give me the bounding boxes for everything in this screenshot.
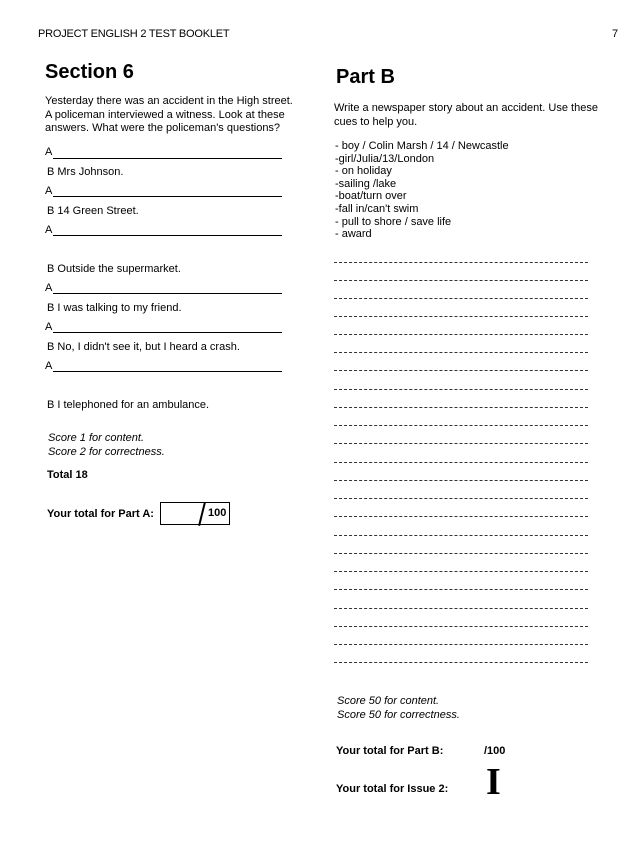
cue-item: - boy / Colin Marsh / 14 / Newcastle bbox=[335, 140, 509, 152]
answer-line[interactable] bbox=[53, 332, 282, 333]
writing-line[interactable] bbox=[334, 662, 588, 663]
question-label: A bbox=[45, 224, 53, 236]
instruction-line: A policeman interviewed a witness. Look at these bbox=[45, 108, 285, 121]
witness-answer: B No, I didn't see it, but I heard a crash. bbox=[47, 341, 240, 353]
witness-answer: B I was talking to my friend. bbox=[47, 302, 182, 314]
writing-line[interactable] bbox=[334, 535, 588, 536]
cue-item: - award bbox=[335, 228, 372, 241]
cue-item: - on holiday bbox=[335, 165, 392, 178]
cue-item: -fall in/can't swim bbox=[335, 202, 419, 215]
part-a-total-label: Your total for Part A: bbox=[47, 508, 154, 520]
writing-line[interactable] bbox=[334, 553, 588, 554]
writing-line[interactable] bbox=[334, 498, 588, 499]
part-a-score-box[interactable] bbox=[160, 502, 230, 525]
question-label: A bbox=[45, 360, 53, 372]
question-label: A bbox=[45, 282, 53, 294]
writing-line[interactable] bbox=[334, 425, 588, 426]
writing-line[interactable] bbox=[334, 352, 588, 353]
answer-line[interactable] bbox=[53, 158, 282, 159]
witness-answer: B Mrs Johnson. bbox=[47, 166, 124, 178]
issue-total-mark: I bbox=[486, 761, 501, 803]
scoring-note bbox=[48, 432, 165, 459]
writing-line[interactable] bbox=[334, 262, 588, 263]
cue-list bbox=[335, 140, 509, 241]
writing-line[interactable] bbox=[334, 334, 588, 335]
writing-line[interactable] bbox=[334, 480, 588, 481]
writing-line[interactable] bbox=[334, 571, 588, 572]
running-header: PROJECT ENGLISH 2 TEST BOOKLET bbox=[38, 28, 230, 40]
writing-line[interactable] bbox=[334, 443, 588, 444]
answer-line[interactable] bbox=[53, 196, 282, 197]
section-title: Section 6 bbox=[45, 61, 134, 83]
score-line: Score 50 for correctness. bbox=[337, 708, 460, 721]
witness-answer: B Outside the supermarket. bbox=[47, 263, 181, 275]
writing-line[interactable] bbox=[334, 370, 588, 371]
writing-line[interactable] bbox=[334, 644, 588, 645]
instruction-line: Write a newspaper story about an accident. Use these bbox=[334, 102, 598, 114]
part-b-title: Part B bbox=[336, 66, 395, 88]
writing-line[interactable] bbox=[334, 407, 588, 408]
page-number: 7 bbox=[612, 28, 618, 40]
answer-line[interactable] bbox=[53, 293, 282, 294]
writing-line[interactable] bbox=[334, 516, 588, 517]
section-instructions bbox=[45, 95, 293, 136]
question-label: A bbox=[45, 185, 53, 197]
question-label: A bbox=[45, 321, 53, 333]
writing-line[interactable] bbox=[334, 389, 588, 390]
writing-line[interactable] bbox=[334, 298, 588, 299]
part-b-score-max: /100 bbox=[484, 745, 506, 757]
part-b-instructions bbox=[334, 102, 598, 129]
writing-line[interactable] bbox=[334, 280, 588, 281]
answer-line[interactable] bbox=[53, 235, 282, 236]
part-b-scoring-note bbox=[337, 695, 460, 722]
slash-mark bbox=[198, 502, 205, 526]
total-label: Total 18 bbox=[47, 469, 88, 481]
instruction-line: Yesterday there was an accident in the High street. bbox=[45, 95, 293, 107]
score-line: Score 50 for content. bbox=[337, 695, 440, 707]
writing-line[interactable] bbox=[334, 462, 588, 463]
cue-item: - pull to shore / save life bbox=[335, 215, 452, 228]
question-label: A bbox=[45, 146, 53, 158]
part-b-total-label: Your total for Part B: bbox=[336, 745, 444, 757]
cue-item: -boat/turn over bbox=[335, 190, 407, 203]
answer-line[interactable] bbox=[53, 371, 282, 372]
cue-item: -sailing /lake bbox=[335, 177, 397, 190]
witness-answer: B I telephoned for an ambulance. bbox=[47, 399, 210, 411]
instruction-line: answers. What were the policeman's questions? bbox=[45, 122, 281, 134]
part-a-score-max: 100 bbox=[208, 507, 227, 519]
score-line: Score 1 for content. bbox=[48, 432, 144, 444]
writing-line[interactable] bbox=[334, 589, 588, 590]
witness-answer: B 14 Green Street. bbox=[47, 205, 139, 217]
writing-line[interactable] bbox=[334, 316, 588, 317]
writing-line[interactable] bbox=[334, 626, 588, 627]
cue-item: -girl/Julia/13/London bbox=[335, 152, 435, 165]
issue-total-label: Your total for Issue 2: bbox=[336, 783, 449, 795]
score-line: Score 2 for correctness. bbox=[48, 445, 165, 458]
instruction-line: cues to help you. bbox=[334, 115, 418, 128]
writing-line[interactable] bbox=[334, 608, 588, 609]
